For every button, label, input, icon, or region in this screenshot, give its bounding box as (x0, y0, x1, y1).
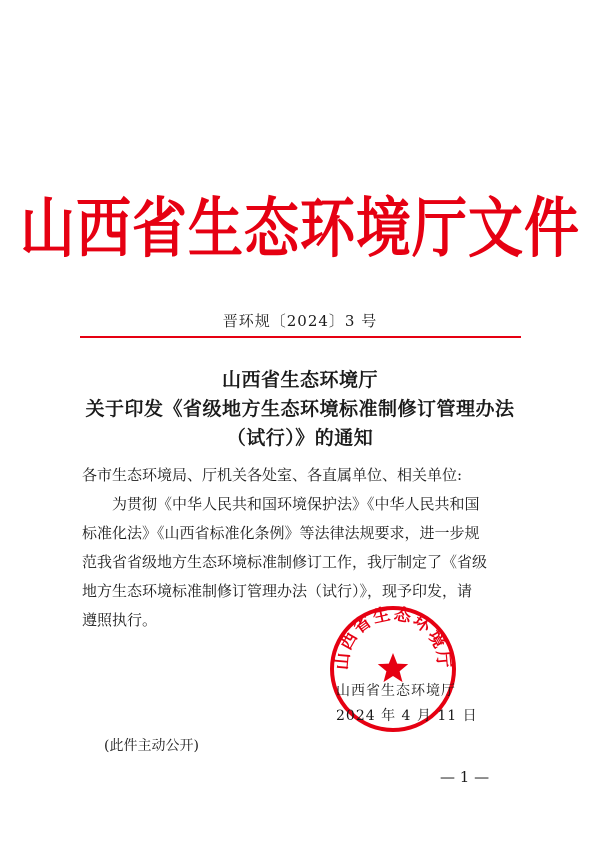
paragraph-line: 范我省省级地方生态环境标准制修订工作，我厅制定了《省级 (82, 553, 488, 571)
document-number: 晋环规〔2024〕3 号 (222, 312, 378, 330)
signature-date: 2024 年 4 月 11 日 (336, 708, 478, 724)
recipients-line: 各市生态环境局、厅机关各处室、各直属单位、相关单位: (82, 466, 463, 484)
paragraph-line: 地方生态环境标准制修订管理办法（试行）》，现予印发，请 (82, 582, 473, 600)
document-masthead: 山西省生态环境厅文件 (19, 190, 580, 266)
signature-organization: 山西省生态环境厅 (336, 683, 456, 699)
red-divider-line (80, 336, 521, 338)
paragraph-line: 为贯彻《中华人民共和国环境保护法》《中华人民共和国 (112, 495, 480, 513)
title-line-subject: 关于印发《省级地方生态环境标准制修订管理办法 (85, 398, 515, 420)
title-line-issuer: 山西省生态环境厅 (221, 369, 378, 391)
seal-arc-text: 山西省生态环境厅 (332, 604, 454, 671)
page-number: — 1 — (440, 768, 490, 786)
seal-star-icon (378, 653, 408, 682)
title-line-subject-end: （试行）》的通知 (226, 427, 374, 449)
public-disclosure-note: (此件主动公开) (104, 738, 199, 754)
paragraph-line: 标准化法》《山西省标准化条例》等法律法规要求，进一步规 (82, 524, 480, 542)
notice-title (0, 366, 600, 453)
paragraph-line: 遵照执行。 (82, 611, 158, 629)
